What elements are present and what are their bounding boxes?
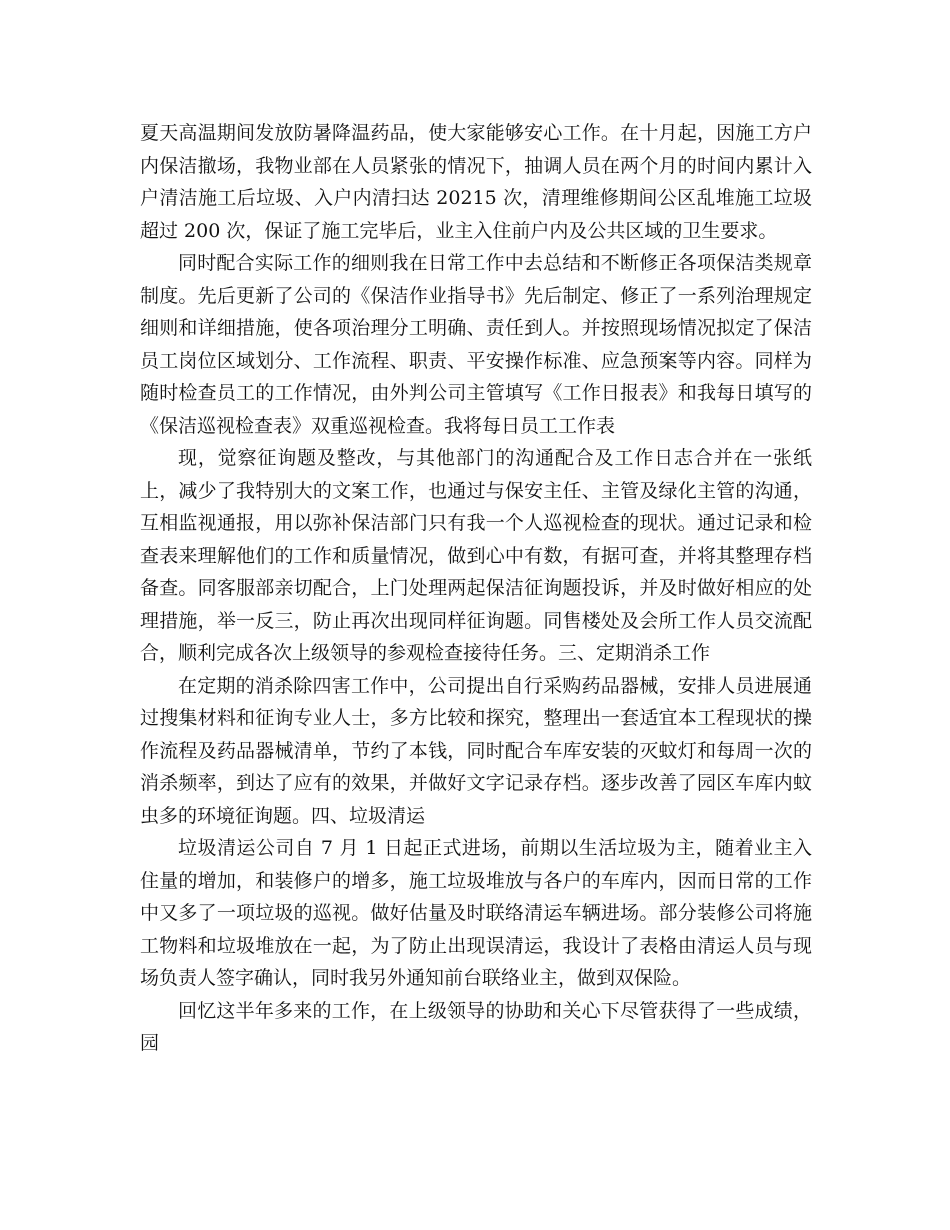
paragraph-1: 夏天高温期间发放防暑降温药品，使大家能够安心工作。在十月起，因施工方户内保洁撤场，我物业部在人员紧张的情况下，抽调人员在两个月的时间内累计入户清洁施工后垃圾、入户内清扫达 20215 次，清理维修期间公区乱堆施工垃圾超过 200 次，保证了施工完毕后，业主入住前户内及公共区域的卫生要求。 — [140, 122, 812, 242]
paragraph-6: 回忆这半年多来的工作，在上级领导的协助和关心下尽管获得了一些成绩，园 — [140, 999, 812, 1054]
paragraph-4: 在定期的消杀除四害工作中，公司提出自行采购药品器械，安排人员进展通过搜集材料和征询专业人士，多方比较和探究，整理出一套适宜本工程现状的操作流程及药品器械清单，节约了本钱，同时配合车库安装的灭蚊灯和每周一次的消杀频率，到达了应有的效果，并做好文字记录存档。逐步改善了园区车库内蚊虫多的环境征询题。四、垃圾清运 — [140, 674, 812, 827]
document-body — [140, 117, 812, 1060]
paragraph-3: 现，觉察征询题及整改，与其他部门的沟通配合及工作日志合并在一张纸上，减少了我特别大的文案工作，也通过与保安主任、主管及绿化主管的沟通，互相监视通报，用以弥补保洁部门只有我一个人巡视检查的现状。通过记录和检查表来理解他们的工作和质量情况，做到心中有数，有据可查，并将其整理存档备查。同客服部亲切配合，上门处理两起保洁征询题投诉，并及时做好相应的处理措施，举一反三，防止再次出现同样征询题。同售楼处及会所工作人员交流配合，顺利完成各次上级领导的参观检查接待任务。三、定期消杀工作 — [140, 447, 812, 664]
paragraph-5: 垃圾清运公司自 7 月 1 日起正式进场，前期以生活垃圾为主，随着业主入住量的增加，和装修户的增多，施工垃圾堆放与各户的车库内，因而日常的工作中又多了一项垃圾的巡视。做好估量及时联络清运车辆进场。部分装修公司将施工物料和垃圾堆放在一起，为了防止出现误清运，我设计了表格由清运人员与现场负责人签字确认，同时我另外通知前台联络业主，做到双保险。 — [140, 837, 812, 989]
paragraph-2: 同时配合实际工作的细则我在日常工作中去总结和不断修正各项保洁类规章制度。先后更新了公司的《保洁作业指导书》先后制定、修正了一系列治理规定细则和详细措施，使各项治理分工明确、责任到人。并按照现场情况拟定了保洁员工岗位区域划分、工作流程、职责、平安操作标准、应急预案等内容。同样为随时检查员工的工作情况，由外判公司主管填写《工作日报表》和我每日填写的《保洁巡视检查表》双重巡视检查。我将每日员工工作表 — [140, 252, 812, 437]
